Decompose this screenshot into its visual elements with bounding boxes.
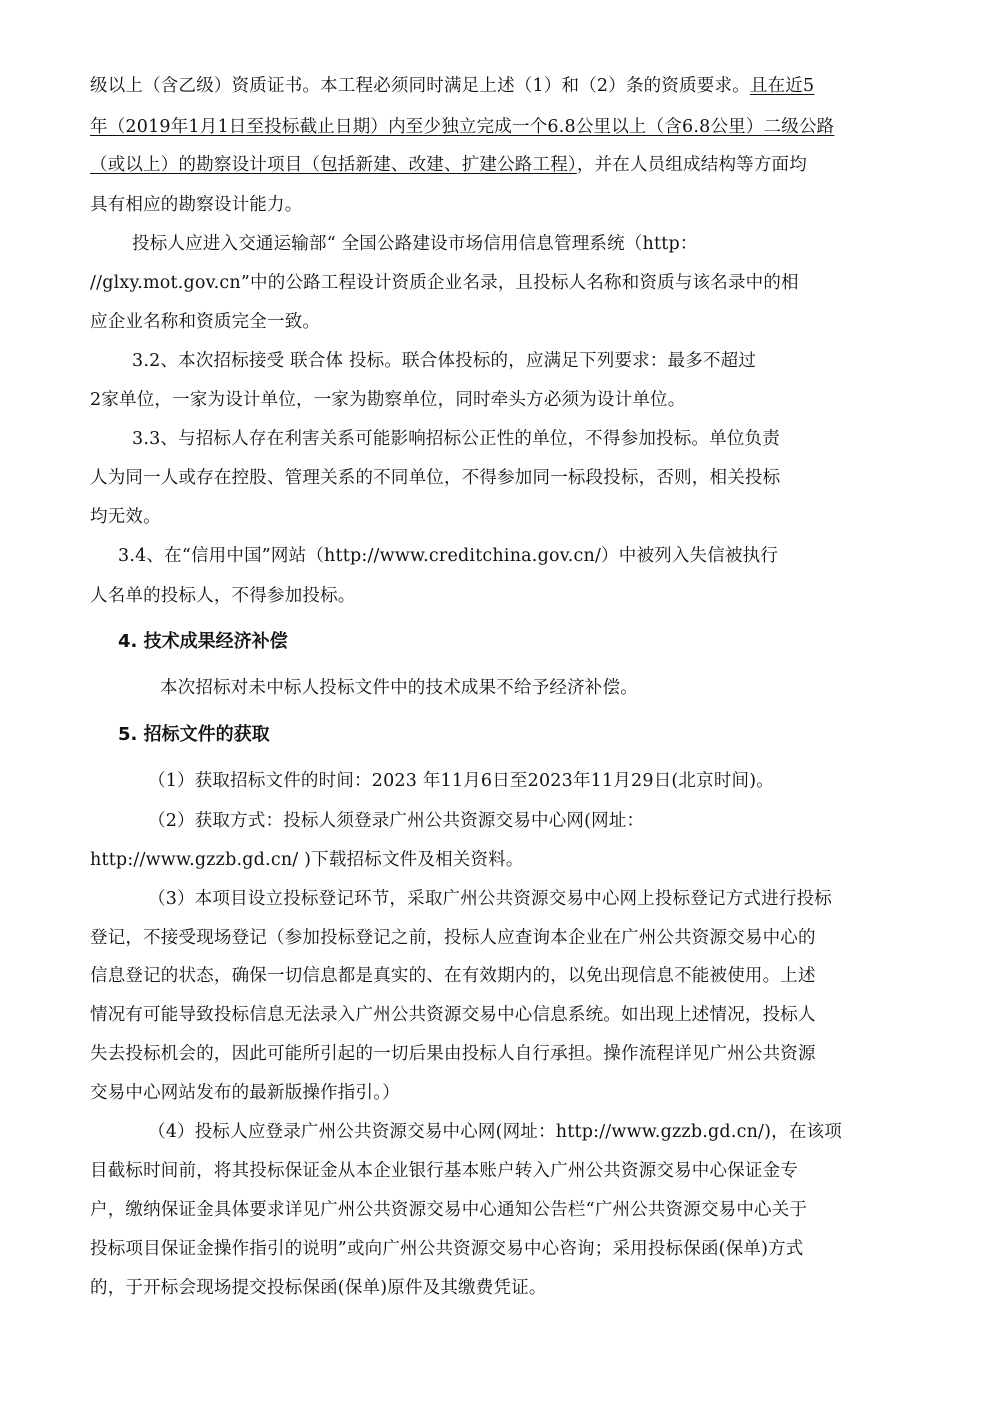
text-run: 级以上（含乙级）资质证书。本工程必须同时满足上述（1）和（2）条的资质要求。	[90, 76, 750, 96]
paragraph-line: 情况有可能导致投标信息无法录入广州公共资源交易中心信息系统。如出现上述情况，投标人	[90, 1005, 816, 1025]
paragraph-line: 户，缴纳保证金具体要求详见广州公共资源交易中心通知公告栏“广州公共资源交易中心关于	[90, 1200, 808, 1220]
paragraph-line: 交易中心网站发布的最新版操作指引。）	[90, 1083, 400, 1103]
paragraph-line: http://www.gzzb.gd.cn/ )下载招标文件及相关资料。	[90, 850, 524, 870]
paragraph-line: 2家单位，一家为设计单位，一家为勘察单位，同时牵头方必须为设计单位。	[90, 390, 686, 410]
paragraph-line: 3.2、本次招标接受 联合体 投标。联合体投标的，应满足下列要求：最多不超过	[132, 351, 757, 371]
paragraph-line: 信息登记的状态，确保一切信息都是真实的、在有效期内的，以免出现信息不能被使用。上述	[90, 966, 816, 986]
paragraph-line: （4）投标人应登录广州公共资源交易中心网(网址：http://www.gzzb.gd.cn/)，在该项	[148, 1122, 842, 1142]
paragraph-line: （2）获取方式：投标人须登录广州公共资源交易中心网(网址：	[148, 811, 645, 831]
paragraph-line: 3.3、与招标人存在利害关系可能影响招标公正性的单位，不得参加投标。单位负责	[132, 429, 780, 449]
paragraph-line	[90, 153, 807, 177]
paragraph-line: 目截标时间前，将其投标保证金从本企业银行基本账户转入广州公共资源交易中心保证金专	[90, 1161, 798, 1181]
paragraph-line: （3）本项目设立投标登记环节，采取广州公共资源交易中心网上投标登记方式进行投标	[148, 889, 832, 909]
paragraph-line: 本次招标对未中标人投标文件中的技术成果不给予经济补偿。	[160, 678, 638, 698]
paragraph-line: 人名单的投标人，不得参加投标。	[90, 586, 356, 606]
paragraph-line: 均无效。	[90, 507, 161, 527]
paragraph-line: （1）获取招标文件的时间：2023 年11月6日至2023年11月29日(北京时间)。	[148, 771, 774, 791]
paragraph-line: 人为同一人或存在控股、管理关系的不同单位，不得参加同一标段投标，否则，相关投标	[90, 468, 781, 488]
paragraph-line: 投标项目保证金操作指引的说明”或向广州公共资源交易中心咨询；采用投标保函(保单)方式	[90, 1239, 804, 1259]
paragraph-line: 应企业名称和资质完全一致。	[90, 312, 321, 332]
section-heading: 5. 招标文件的获取	[118, 724, 270, 745]
paragraph-line: 失去投标机会的，因此可能所引起的一切后果由投标人自行承担。操作流程详见广州公共资源	[90, 1044, 816, 1064]
paragraph-line: 具有相应的勘察设计能力。	[90, 195, 303, 215]
underlined-paragraph-line: 年（2019年1月1日至投标截止日期）内至少独立完成一个6.8公里以上（含6.8公里）二级公路	[90, 117, 835, 137]
paragraph-line: 登记，不接受现场登记（参加投标登记之前，投标人应查询本企业在广州公共资源交易中心的	[90, 928, 816, 948]
section-heading: 4. 技术成果经济补偿	[118, 631, 288, 652]
text-run: ，并在人员组成结构等方面均	[576, 155, 807, 175]
paragraph-line: 3.4、在“信用中国”网站（http://www.creditchina.gov.cn/）中被列入失信被执行	[118, 546, 779, 566]
paragraph-line	[90, 74, 814, 98]
underlined-text-run: （或以上）的勘察设计项目（包括新建、改建、扩建公路工程）	[90, 155, 577, 175]
paragraph-line: 投标人应进入交通运输部“ 全国公路建设市场信用信息管理系统（http：	[132, 234, 698, 254]
underlined-text-run: 且在近5	[749, 76, 815, 96]
paragraph-line: 的，于开标会现场提交投标保函(保单)原件及其缴费凭证。	[90, 1278, 547, 1298]
paragraph-line: //glxy.mot.gov.cn”中的公路工程设计资质企业名录，且投标人名称和资质与该名录中的相	[90, 273, 799, 293]
